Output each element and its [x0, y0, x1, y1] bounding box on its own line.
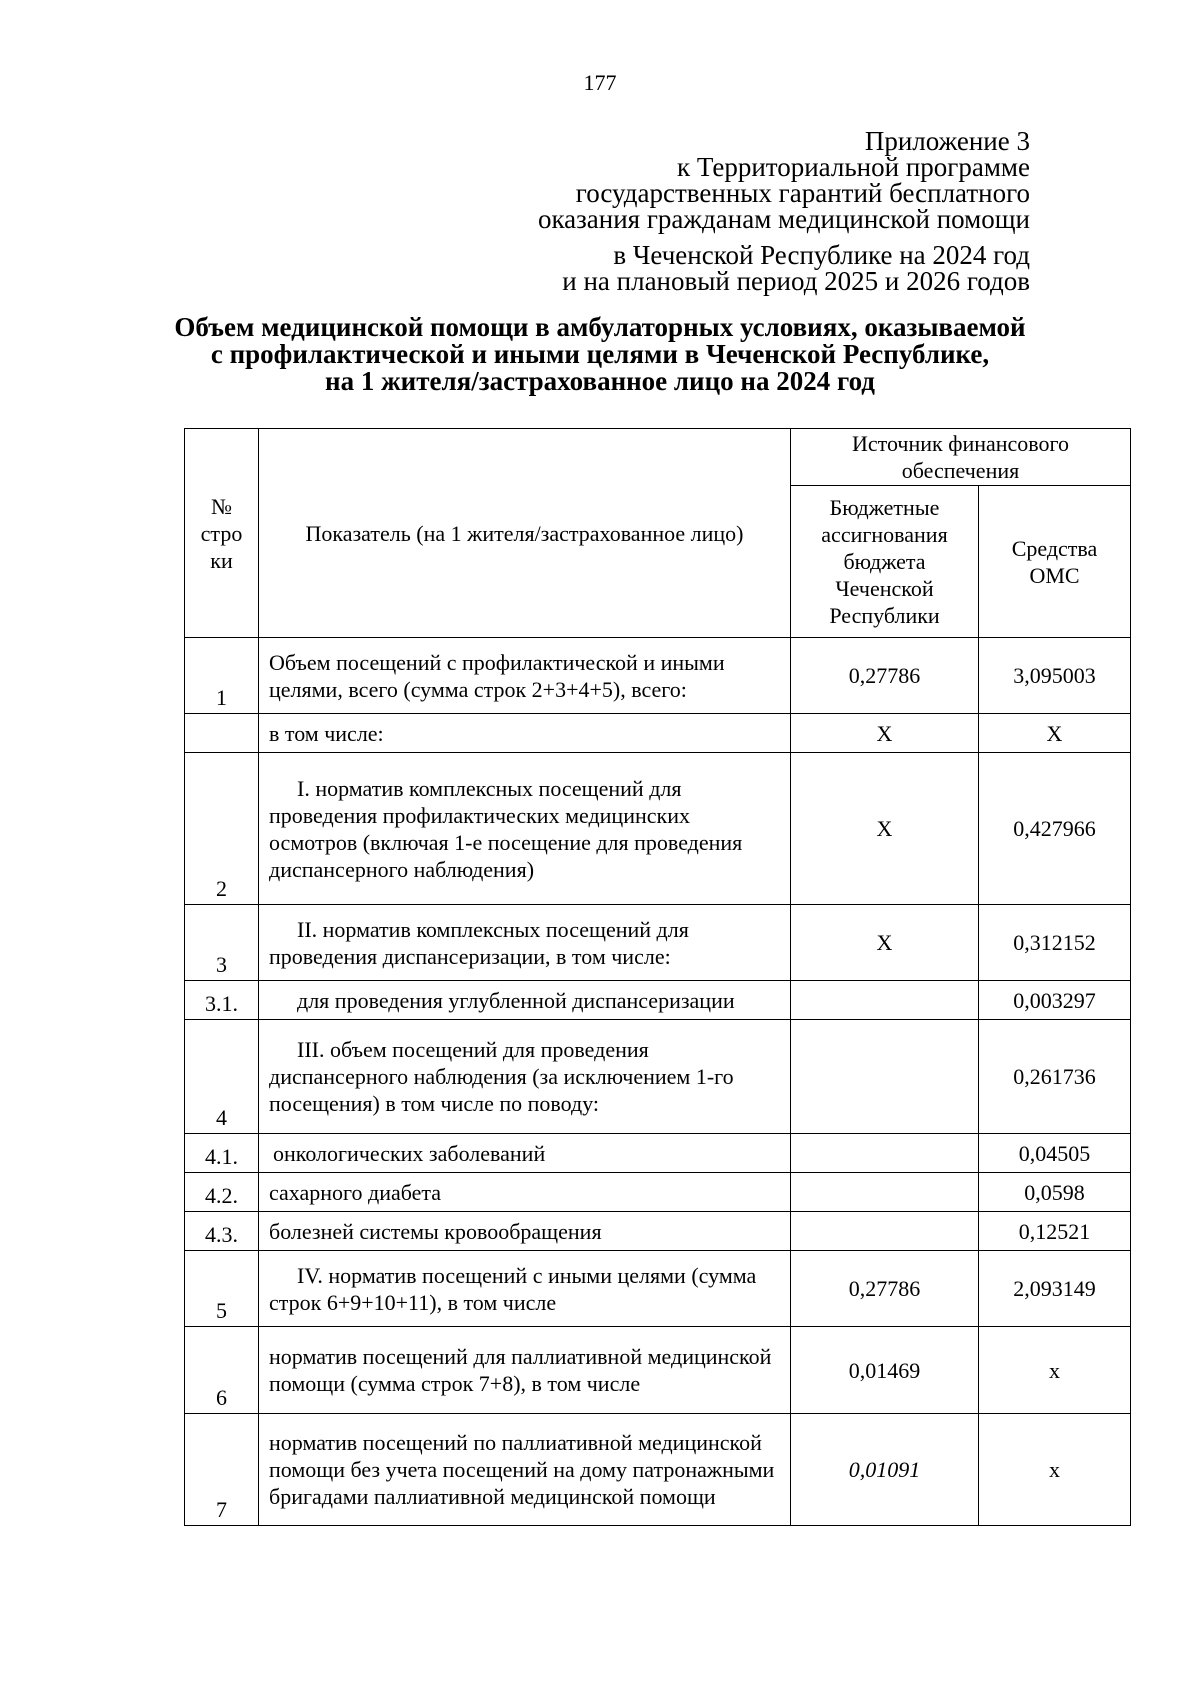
row-number: 1	[185, 638, 259, 714]
table-row	[185, 1327, 1131, 1414]
row-oms-value: 3,095003	[979, 638, 1131, 714]
row-number: 4.2.	[185, 1173, 259, 1212]
row-indicator: норматив посещений по паллиативной медицинской помощи без учета посещений на дому патронажными бригадами паллиативной медицинской помощи	[259, 1414, 791, 1526]
row-oms-value: 0,261736	[979, 1020, 1131, 1134]
header-row-number: № стро ки	[185, 429, 259, 638]
page-number: 177	[583, 70, 617, 95]
appendix-line: Приложение 3	[864, 126, 1030, 156]
row-number: 4	[185, 1020, 259, 1134]
title-line: с профилактической и иными целями в Чеченской Республике,	[210, 339, 990, 369]
appendix-line: оказания гражданам медицинской помощи	[537, 204, 1030, 234]
row-number: 4.3.	[185, 1212, 259, 1251]
row-budget-value: 0,27786	[791, 638, 979, 714]
row-indicator: для проведения углубленной диспансеризации	[259, 981, 791, 1020]
row-budget-value: 0,27786	[791, 1251, 979, 1327]
table-row	[185, 905, 1131, 981]
row-indicator: II. норматив комплексных посещений для проведения диспансеризации, в том числе:	[259, 905, 791, 981]
row-oms-value: 2,093149	[979, 1251, 1131, 1327]
table-row	[185, 1173, 1131, 1212]
row-indicator: I. норматив комплексных посещений для проведения профилактических медицинских осмотров (включая 1-е посещение для проведения диспансерного наблюдения)	[259, 753, 791, 905]
table-row	[185, 1414, 1131, 1526]
row-oms-value: 0,0598	[979, 1173, 1131, 1212]
row-oms-value: X	[979, 714, 1131, 753]
row-oms-value: х	[979, 1327, 1131, 1414]
row-number	[185, 714, 259, 753]
row-number: 3.1.	[185, 981, 259, 1020]
table-row	[185, 753, 1131, 905]
row-number: 7	[185, 1414, 259, 1526]
row-indicator: в том числе:	[259, 714, 791, 753]
header-funding-source: Источник финансового обеспечения	[791, 429, 1131, 486]
appendix-line: государственных гарантий бесплатного	[575, 178, 1030, 208]
row-indicator: IV. норматив посещений с иными целями (сумма строк 6+9+10+11), в том числе	[259, 1251, 791, 1327]
row-number: 4.1.	[185, 1134, 259, 1173]
row-budget-value	[791, 1020, 979, 1134]
row-indicator: III. объем посещений для проведения диспансерного наблюдения (за исключением 1-го посещения) в том числе по поводу:	[259, 1020, 791, 1134]
row-indicator: онкологических заболеваний	[259, 1134, 791, 1173]
row-budget-value: X	[791, 753, 979, 905]
table-row	[185, 981, 1131, 1020]
row-oms-value: 0,312152	[979, 905, 1131, 981]
row-indicator: Объем посещений с профилактической и иными целями, всего (сумма строк 2+3+4+5), всего:	[259, 638, 791, 714]
row-indicator: норматив посещений для паллиативной медицинской помощи (сумма строк 7+8), в том числе	[259, 1327, 791, 1414]
appendix-line: и на плановый период 2025 и 2026 годов	[562, 266, 1030, 296]
table-row	[185, 1251, 1131, 1327]
row-indicator: болезней системы кровообращения	[259, 1212, 791, 1251]
appendix-line: в Чеченской Республике на 2024 год	[613, 240, 1030, 270]
header-oms: Средства ОМС	[979, 486, 1131, 638]
row-oms-value: 0,003297	[979, 981, 1131, 1020]
row-oms-value: х	[979, 1414, 1131, 1526]
row-oms-value: 0,427966	[979, 753, 1131, 905]
table-row	[185, 638, 1131, 714]
row-indicator: сахарного диабета	[259, 1173, 791, 1212]
appendix-block	[538, 128, 1030, 294]
table-row	[185, 714, 1131, 753]
row-number: 6	[185, 1327, 259, 1414]
volume-table	[184, 428, 1131, 1526]
row-number: 5	[185, 1251, 259, 1327]
row-budget-value	[791, 1212, 979, 1251]
header-indicator: Показатель (на 1 жителя/застрахованное лицо)	[259, 429, 791, 638]
row-oms-value: 0,12521	[979, 1212, 1131, 1251]
row-budget-value: 0,01469	[791, 1327, 979, 1414]
row-budget-value	[791, 1173, 979, 1212]
table-row	[185, 1134, 1131, 1173]
header-budget: Бюджетные ассигнования бюджета Чеченской Республики	[791, 486, 979, 638]
title-line: Объем медицинской помощи в амбулаторных условиях, оказываемой	[174, 312, 1026, 342]
row-budget-value	[791, 981, 979, 1020]
row-number: 2	[185, 753, 259, 905]
row-budget-value: X	[791, 714, 979, 753]
table-row	[185, 1020, 1131, 1134]
row-budget-value: X	[791, 905, 979, 981]
row-budget-value: 0,01091	[791, 1414, 979, 1526]
document-title	[150, 314, 1050, 395]
table-row	[185, 1212, 1131, 1251]
title-line: на 1 жителя/застрахованное лицо на 2024 год	[325, 366, 875, 396]
appendix-line: к Территориальной программе	[677, 152, 1030, 182]
row-number: 3	[185, 905, 259, 981]
row-oms-value: 0,04505	[979, 1134, 1131, 1173]
row-budget-value	[791, 1134, 979, 1173]
